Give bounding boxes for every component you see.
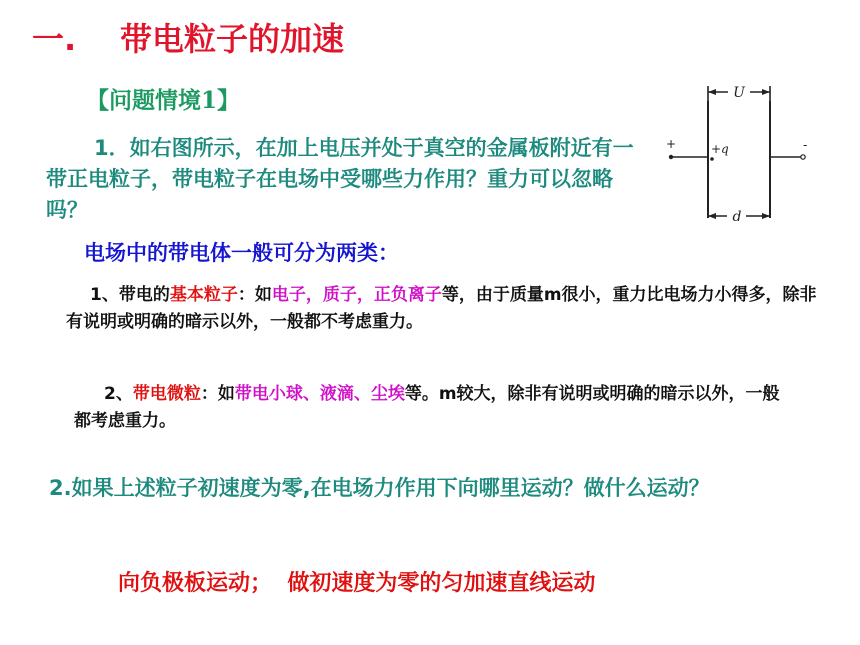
particle-dot bbox=[710, 157, 714, 161]
charge-label: +q bbox=[711, 142, 729, 156]
item1-prefix: 1、带电的 bbox=[90, 285, 170, 305]
right-terminal bbox=[801, 155, 805, 159]
item1-examples: 电子，质子，正负离子 bbox=[271, 285, 442, 305]
item2-term: 带电微粒 bbox=[132, 384, 201, 404]
answer-part-2: 做初速度为零的匀加速直线运动 bbox=[287, 571, 596, 596]
item1-term: 基本粒子 bbox=[169, 285, 238, 305]
answer-part-1: 向负极板运动； bbox=[118, 571, 273, 596]
question-1 bbox=[46, 133, 636, 226]
left-terminal bbox=[669, 155, 673, 159]
parallel-plate-diagram bbox=[640, 75, 825, 235]
category-item-2 bbox=[74, 381, 794, 435]
distance-label: d bbox=[732, 209, 742, 225]
plus-sign: + bbox=[666, 137, 677, 151]
scenario-label: 【问题情境1】 bbox=[86, 87, 241, 114]
minus-sign: - bbox=[803, 138, 808, 152]
category-item-1 bbox=[66, 282, 826, 336]
item2-rest: 等。m较大，除非有说明或明确的暗示以外，一般都考虑重力。 bbox=[74, 384, 780, 431]
question-2 bbox=[40, 472, 820, 505]
question-1-text: 如右图所示，在加上电压并处于真空的金属板附近有一带正电粒子，带电粒子在电场中受哪些力作用？重力可以忽略吗？ bbox=[46, 136, 634, 222]
classification-heading: 电场中的带电体一般可分为两类： bbox=[84, 241, 399, 265]
answer bbox=[118, 566, 595, 597]
question-1-number: 1． bbox=[94, 136, 130, 160]
item2-examples: 带电小球、液滴、尘埃 bbox=[234, 384, 405, 404]
item2-prefix: 2、 bbox=[104, 384, 133, 404]
item1-rest: 等，由于质量m很小，重力比电场力小得多，除非有说明或明确的暗示以外，一般都不考虑重力。 bbox=[66, 285, 817, 332]
item2-colon: ：如 bbox=[200, 384, 235, 404]
item1-colon: ：如 bbox=[237, 285, 272, 305]
question-2-text: 2.如果上述粒子初速度为零,在电场力作用下向哪里运动？做什么运动？ bbox=[49, 476, 710, 500]
title-text: 带电粒子的加速 bbox=[120, 20, 345, 58]
voltage-label: U bbox=[733, 85, 745, 101]
title-number: 一. bbox=[32, 20, 77, 58]
slide-title bbox=[32, 14, 344, 60]
